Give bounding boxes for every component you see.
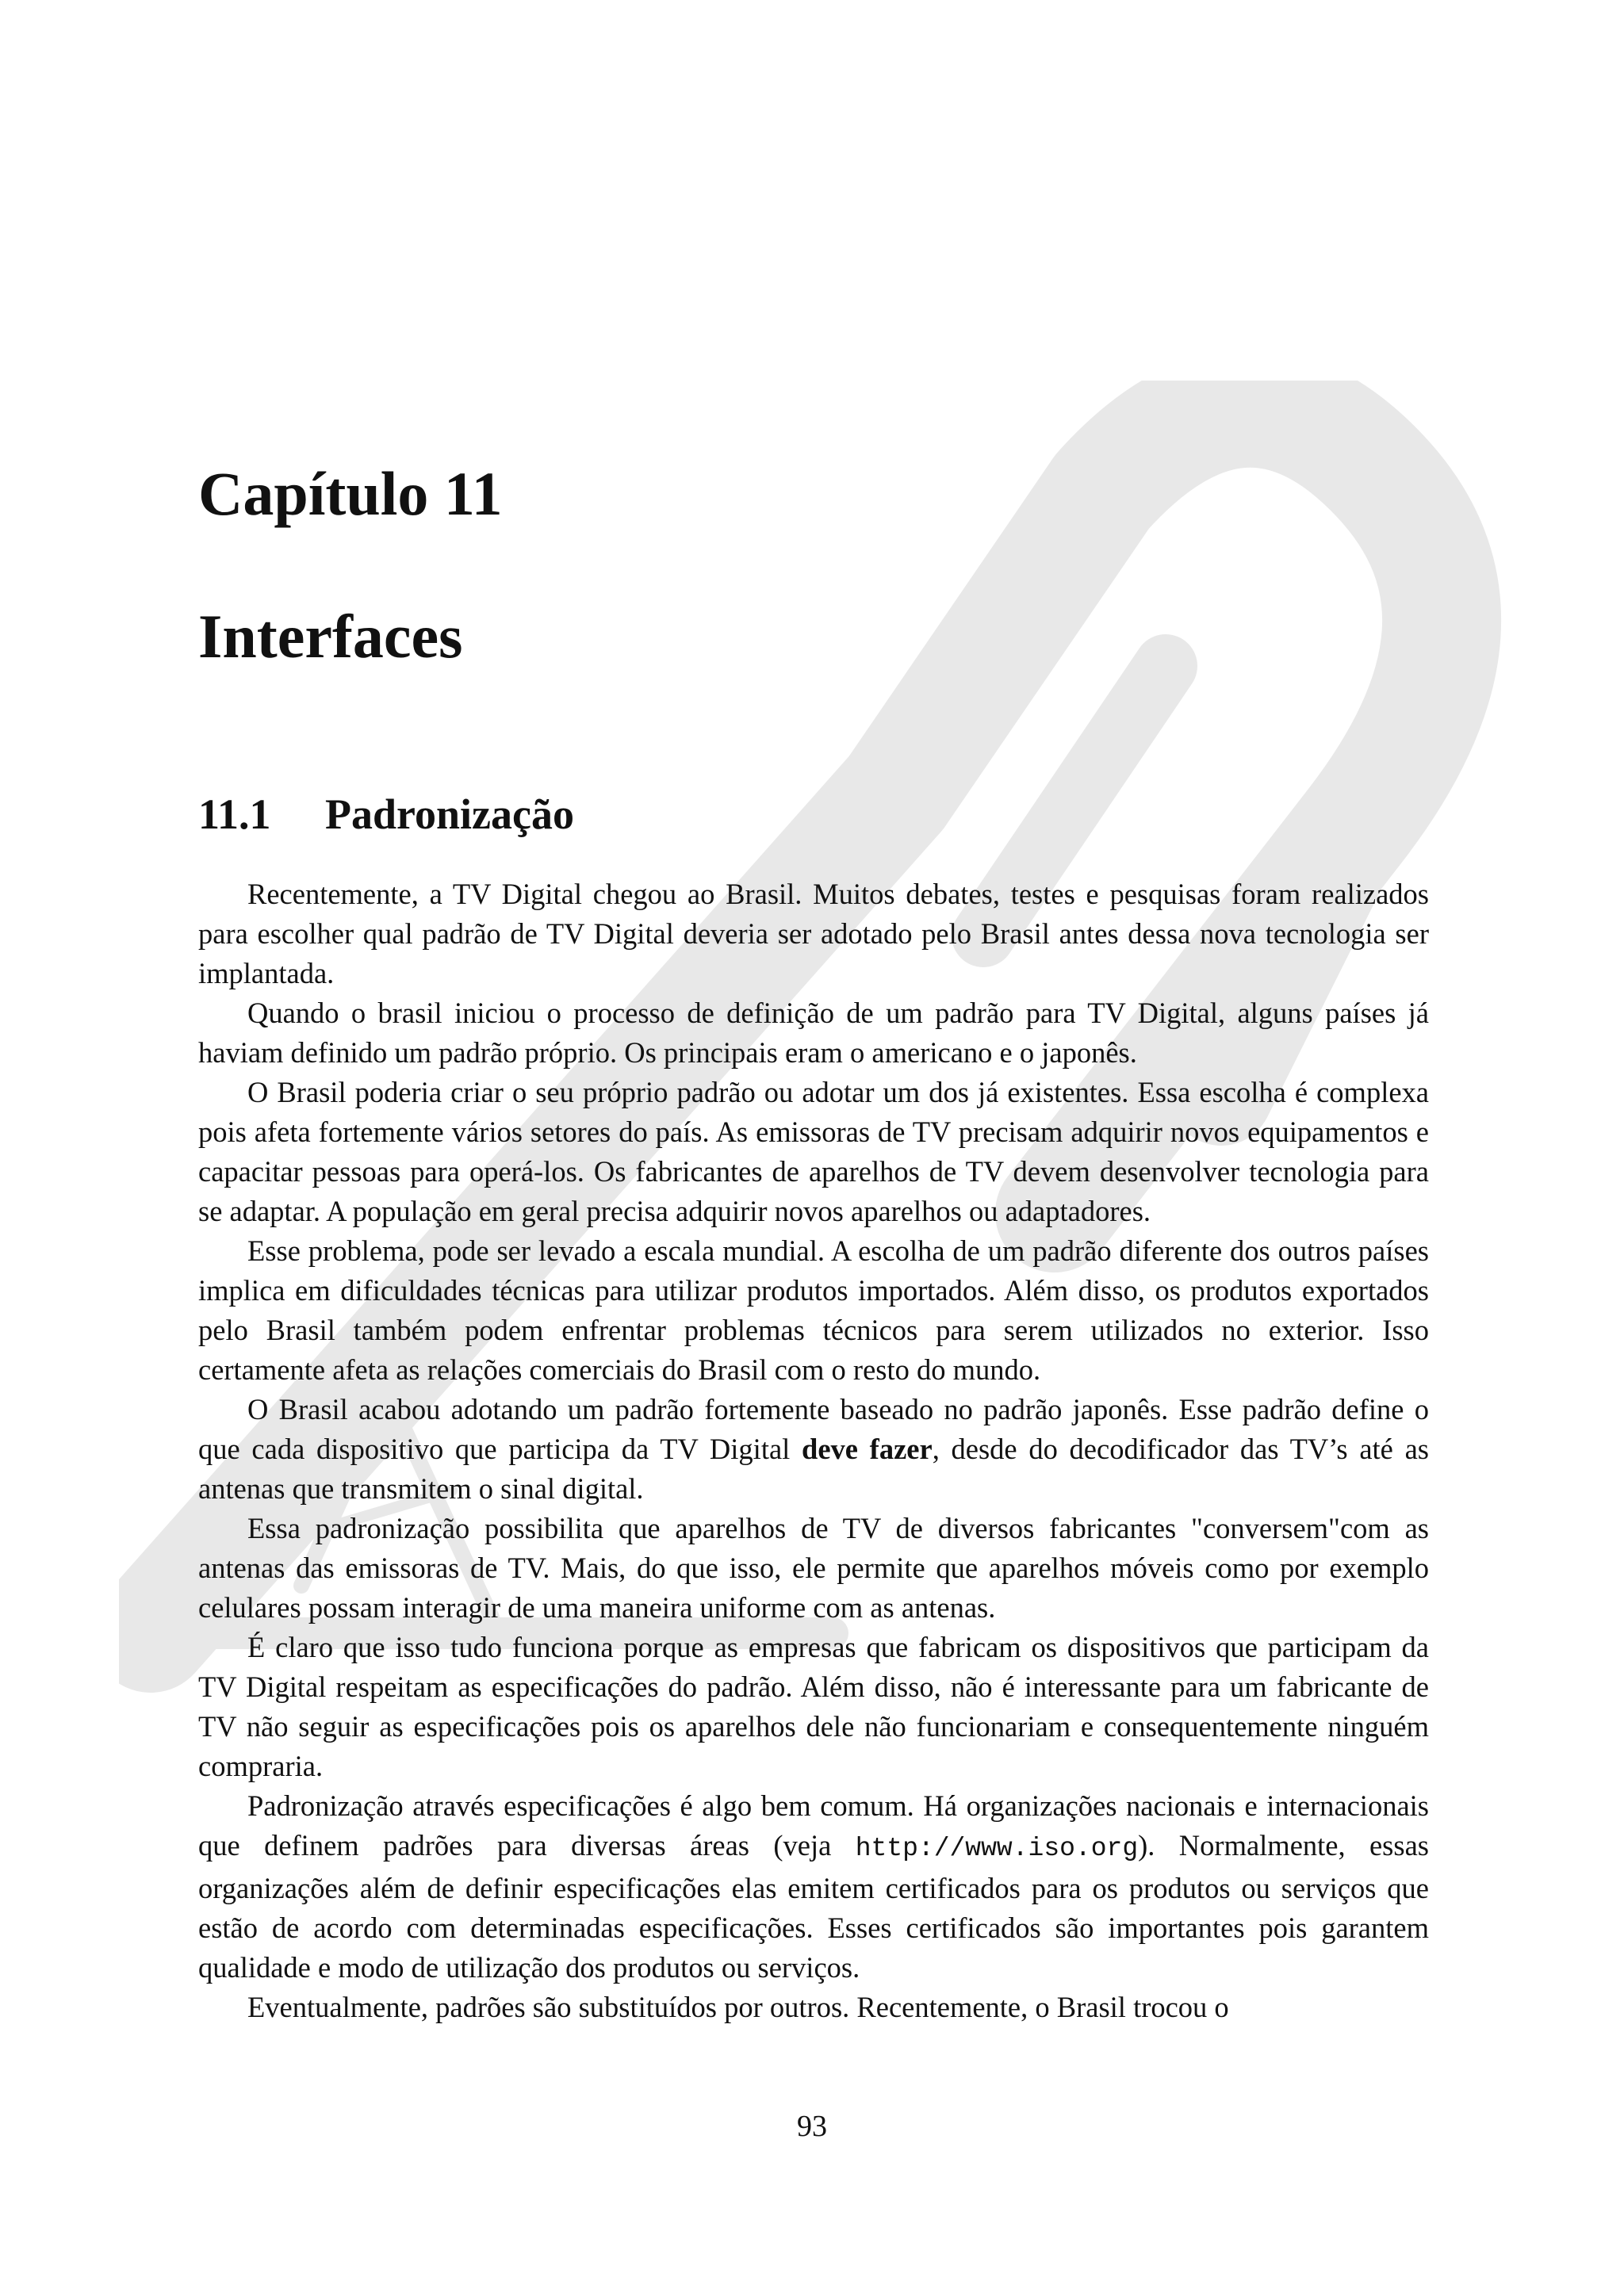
chapter-title: Interfaces — [198, 602, 463, 671]
section-title: Padronização — [325, 790, 574, 838]
section-number: 11.1 — [198, 790, 271, 838]
paragraph-text: O Brasil acabou adotando um padrão fortemente baseado no padrão japonês. Esse padrão define o que cada dispositivo que participa da TV Digital — [198, 1393, 1429, 1465]
paragraph — [198, 1390, 1429, 1509]
paragraph: Essa padronização possibilita que aparelhos de TV de diversos fabricantes "conversem"com as antenas das emissoras de TV. Mais, do que isso, ele permite que aparelhos móveis como por exemplo celulares possam interagir de uma maneira uniforme com as antenas. — [198, 1512, 1429, 1624]
page-number: 93 — [797, 2110, 827, 2143]
emphasis-text: deve fazer — [802, 1433, 933, 1465]
paragraph: Quando o brasil iniciou o processo de definição de um padrão para TV Digital, alguns países já haviam definido um padrão próprio. Os principais eram o americano e o japonês. — [198, 997, 1429, 1069]
paragraph: O Brasil poderia criar o seu próprio padrão ou adotar um dos já existentes. Essa escolha é complexa pois afeta fortemente vários setores do país. As emissoras de TV precisam adquirir novos equipamentos e capacitar pessoas para operá-los. Os fabricantes de aparelhos de TV devem desenvolver tecnologia para se adaptar. A população em geral precisa adquirir novos aparelhos ou adaptadores. — [198, 1076, 1429, 1227]
paragraph — [198, 1786, 1429, 1988]
chapter-label: Capítulo 11 — [198, 459, 503, 528]
paragraph-text: Padronização através especificações é algo bem comum. Há organizações nacionais e internacionais que definem padrões para diversas áreas (veja — [198, 1789, 1429, 1862]
paragraph-text: ). Normalmente, essas organizações além de definir especificações elas emitem certificados para os produtos ou serviços que estão de acordo com determinadas especificações. Esses certificados são importantes pois garantem qualidade e modo de utilização dos produtos ou serviços. — [198, 1829, 1429, 1984]
paragraph: Recentemente, a TV Digital chegou ao Brasil. Muitos debates, testes e pesquisas foram realizados para escolher qual padrão de TV Digital deveria ser adotado pelo Brasil antes dessa nova tecnologia ser implantada. — [198, 878, 1429, 989]
paragraph: Esse problema, pode ser levado a escala mundial. A escolha de um padrão diferente dos outros países implica em dificuldades técnicas para utilizar produtos importados. Além disso, os produtos exportados pelo Brasil também podem enfrentar problemas técnicos para serem utilizados no exterior. Isso certamente afeta as relações comerciais do Brasil com o resto do mundo. — [198, 1234, 1429, 1386]
paragraph: É claro que isso tudo funciona porque as empresas que fabricam os dispositivos que participam da TV Digital respeitam as especificações do padrão. Além disso, não é interessante para um fabricante de TV não seguir as especificações pois os aparelhos dele não funcionariam e consequentemente ninguém compraria. — [198, 1631, 1429, 1782]
paragraph-text: , desde do decodificador das TV’s até as antenas que transmitem o sinal digital. — [198, 1433, 1429, 1505]
paragraph: Eventualmente, padrões são substituídos por outros. Recentemente, o Brasil trocou o — [247, 1991, 1229, 2023]
iso-link[interactable]: http://www.iso.org — [855, 1834, 1139, 1863]
section-heading — [198, 790, 574, 838]
body-text — [198, 874, 1429, 2027]
